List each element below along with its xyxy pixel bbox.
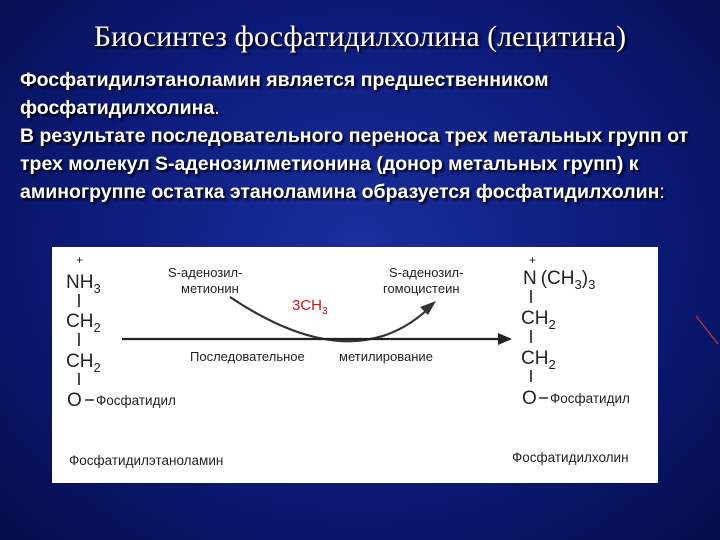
paragraph-precursor-tail: .: [214, 97, 220, 119]
left-oxygen-label: O: [67, 390, 82, 411]
product-label-line1: S-аденозил-: [389, 265, 464, 280]
paragraph-methylation: В результате последовательного переноса трех метальных групп от трех молекул S-аденозилметионина (донор метальных групп) к аминогруппе остатка этаноламина образуется фосфатидилхолин:: [20, 125, 689, 203]
right-n-trimethyl-label: N $(CH_3)_3$: [523, 268, 596, 292]
right-molecule-name: Фосфатидилхолин: [512, 450, 629, 465]
right-phosphatidyl-label: Фосфатидил: [550, 391, 630, 406]
decorative-corner-line: [690, 310, 720, 350]
right-plus-charge: +: [529, 253, 537, 267]
right-oxygen-label: O: [522, 388, 537, 409]
right-ch2-a-label: $CH_2$: [521, 308, 556, 332]
left-nh3-label: $NH_3$: [66, 272, 101, 296]
left-ch2-a-label: $CH_2$: [66, 311, 101, 335]
left-plus-charge: +: [76, 253, 84, 267]
process-label-word1: Последовательное: [190, 349, 305, 364]
product-label-line2: гомоцистеин: [383, 281, 460, 296]
donor-label-line2: метионин: [181, 281, 239, 296]
main-arrowhead: [498, 333, 512, 345]
paragraph-precursor: Фосфатидилэтаноламин является предшественником фосфатидилхолина.: [20, 69, 549, 119]
methyl-groups-label: $3CH_3$: [292, 297, 328, 317]
reaction-diagram: [52, 247, 658, 483]
reaction-svg: [52, 247, 658, 483]
left-phosphatidyl-label: Фосфатидил: [96, 393, 176, 408]
process-label-word2: метилирование: [339, 349, 433, 364]
donor-label-line1: S-аденозил-: [168, 265, 243, 280]
left-molecule-name: Фосфатидилэтаноламин: [69, 453, 224, 468]
left-ch2-b-label: $CH_2$: [66, 351, 101, 375]
right-ch2-b-label: $CH_2$: [521, 348, 556, 372]
slide-title: Биосинтез фосфатидилхолина (лецитина): [93, 20, 627, 53]
paragraph-methylation-tail: :: [659, 181, 665, 203]
methyl-transfer-curve: [230, 297, 428, 341]
body-text: [20, 66, 710, 206]
